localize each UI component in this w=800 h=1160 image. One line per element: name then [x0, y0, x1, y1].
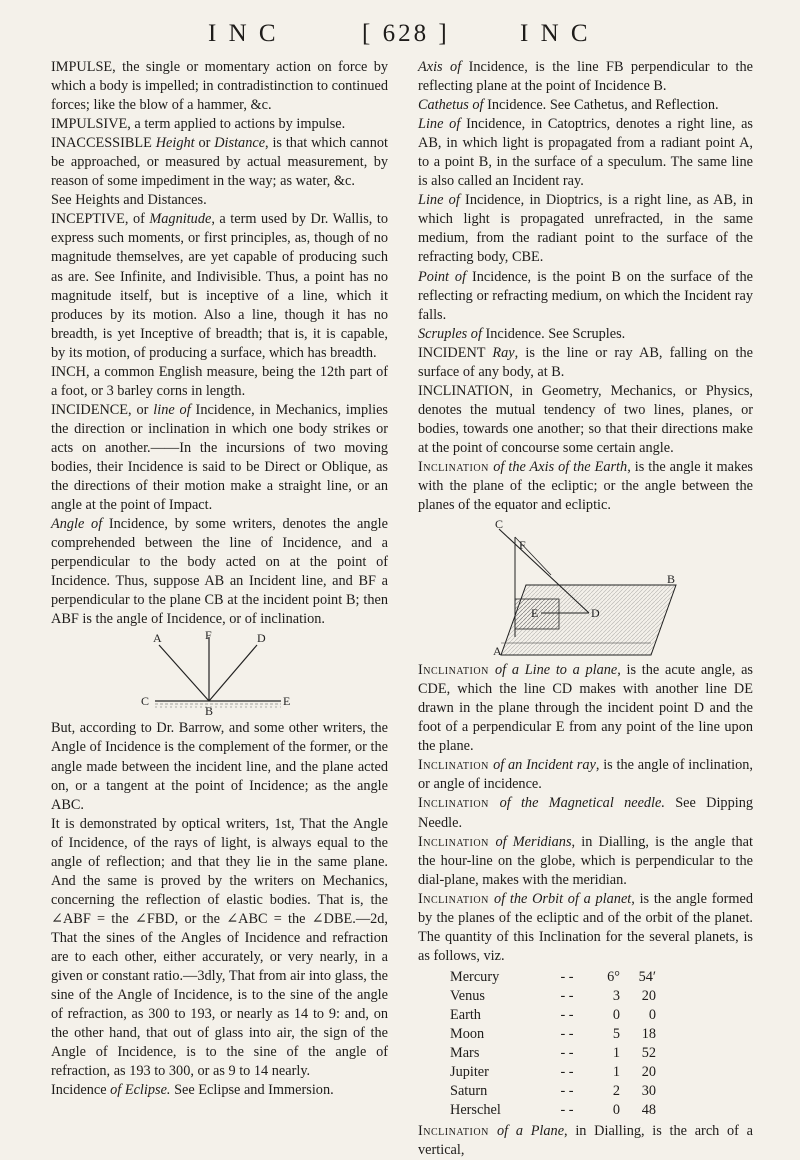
table-row: Saturn - - 2 30	[450, 1083, 656, 1100]
entry-impulse: IMPULSE, the single or momentary action on force by which a body is impelled; in contradistinction to continued forces; like the blow of a hammer, &c.	[51, 59, 388, 114]
entry-inaccessible: INACCESSIBLE Height or Distance, is that which cannot be approached, or measured by actual measurement, by reason of some impediment in the way; as water, &c.	[51, 135, 388, 190]
figure1-label-f: F	[204, 631, 212, 643]
table-row: Jupiter - - 1 20	[450, 1064, 656, 1081]
entry-cathetus: Cathetus of Incidence. See Cathetus, and Reflection.	[418, 97, 719, 114]
right-column	[418, 58, 753, 1160]
inclination-table	[450, 968, 656, 1120]
entry-impulsive: IMPULSIVE, a term applied to actions by impulse.	[51, 116, 346, 133]
entry-inclination-orbit: Inclination of the Orbit of a planet, is the angle formed by the planes of the ecliptic and of the orbit of the planet. The quantity of this Inclination for the several planets, is as follows, viz.	[418, 890, 753, 964]
table-row: Venus - - 3 20	[450, 987, 656, 1004]
figure1-label-e: E	[282, 694, 290, 709]
entry-incident-ray: INCIDENT Ray, is the line or ray AB, falling on the surface of any body, at B.	[418, 344, 753, 380]
figure2-label-e: E	[530, 606, 538, 621]
figure2-label-a: A	[492, 644, 502, 658]
entry-inclination: INCLINATION, in Geometry, Mechanics, or Physics, denotes the mutual tendency of two lines, planes, or bodies, towards one another; so that their directions make at the point of concourse some certain angle.	[418, 382, 753, 456]
table-row: Mars - - 1 52	[450, 1045, 656, 1062]
entry-inclination-meridians: Inclination of Meridians, in Dialling, is the angle that the hour-line on the globe, which is perpendicular to the dial-plane, makes with the meridian.	[418, 833, 753, 888]
table-row: Moon - - 5 18	[450, 1026, 656, 1043]
figure2-label-f: F	[518, 538, 526, 553]
incidence-figure	[135, 631, 305, 715]
figure1-label-d: D	[256, 631, 266, 646]
entry-incidence: INCIDENCE, or line of Incidence, in Mechanics, implies the direction or inclination in which one body strikes or acts on another.——In the incursions of two moving bodies, their Incidence is said to be Direct or Oblique, as the directions of their motion make a straight line, or an angle at the point of Impact.	[51, 401, 388, 514]
entry-demonstrated: It is demonstrated by optical writers, 1st, That the Angle of Incidence, of the rays of light, is always equal to the angle of reflection; and that they lie in the same plane. And the same is proved by the writers on Mechanics, concerning the reflection of elastic bodies. That is, the ∠ABF = the ∠FBD, or the ∠ABC = the ∠DBE.—2d, That the sines of the Angles of Incidence and refraction are to each other, either accurately, or very nearly, in a given or constant ratio.—3dly, That from air into glass, the sine of the Angle of Incidence, is to the sine of the angle of refraction, as 300 to 193, or nearly as 14 to 9: and, on the other hand, that out of glass into air, the sign of the Angle of Incidence, is to the sine of the angle of refraction, as 193 to 300, or as 9 to 14 nearly.	[51, 815, 388, 1080]
figure2-label-c: C	[494, 517, 503, 532]
table-row: Herschel - - 0 48	[450, 1102, 656, 1119]
header-right-word: I N C	[520, 20, 591, 47]
page-header	[0, 20, 800, 48]
entry-angle-of-incidence: Angle of Incidence, by some writers, denotes the angle comprehended between the line of Incidence, and a perpendicular to the body acted on at the point of Incidence. Thus, suppose AB an Incident line, and BF a perpendicular to the plane CB at the incident point B; then ABF is the angle of Incidence, or of inclination.	[51, 516, 388, 628]
entry-inclination-incident-ray: Inclination of an Incident ray, is the angle of inclination, or angle of incidence.	[418, 757, 753, 793]
entry-incidence-eclipse: Incidence of Eclipse. See Eclipse and Immersion.	[51, 1082, 334, 1099]
entry-inceptive: INCEPTIVE, of Magnitude, a term used by Dr. Wallis, to express such moments, or first principles, as, though of no magnitude themselves, are yet capable of producing such as are. See Infinite, and Indivisible. Thus, a point has no magnitude itself, but is inceptive of a line, which it produces by its motion. Also a line, though it has no breadth, is yet Inceptive of breadth; that is, it is capable, by its motion, of producing a surface, which has breadth.	[51, 211, 389, 361]
entry-line-dioptrics: Line of Incidence, in Dioptrics, is a right line, as AB, in which light is propagated unrefracted, in the same medium, from the radiant point to the surface of the refracting body, CBE.	[418, 192, 753, 266]
entry-scruples: Scruples of Incidence. See Scruples.	[418, 325, 626, 342]
entry-inclination-plane: Inclination of a Plane, in Dialling, is the arch of a vertical,	[418, 1123, 753, 1159]
header-left-word: I N C	[208, 20, 279, 47]
figure2-label-d: D	[590, 606, 600, 621]
entry-inch: INCH, a common English measure, being the 12th part of a foot, or 3 barley corns in length.	[51, 363, 388, 399]
entry-inclination-needle: Inclination of the Magnetical needle. See Dipping Needle.	[418, 795, 753, 831]
entry-point-of-incidence: Point of Incidence, is the point B on the surface of the reflecting or refracting medium, on which the Incident ray falls.	[418, 268, 753, 323]
figure2-label-b: B	[666, 572, 675, 587]
entry-inclination-axis: Inclination of the Axis of the Earth, is the angle it makes with the plane of the ecliptic; or the angle between the planes of the equator and ecliptic.	[418, 458, 753, 514]
inclination-figure	[491, 517, 681, 657]
figure1-label-a: A	[152, 631, 162, 646]
entry-axis-of-incidence: Axis of Incidence, is the line FB perpendicular to the reflecting plane at the point of Incidence B.	[418, 59, 753, 95]
left-column	[51, 58, 388, 1100]
figure1-label-b: B	[204, 704, 213, 716]
entry-inclination-line-plane: Inclination of a Line to a plane, is the acute angle, as CDE, which the line CD makes with another line DE drawn in the plane through the incident point D and the foot of a perpendicular E from any point of the line upon the plane.	[418, 662, 753, 755]
table-row: Earth - - 0 0	[450, 1006, 656, 1023]
figure1-label-c: C	[140, 694, 149, 709]
entry-line-catoptrics: Line of Incidence, in Catoptrics, denotes a right line, as AB, in which light is propagated from a radiant point A, to a point B, in the surface of a speculum. The same line is also called an Incident ray.	[418, 116, 753, 190]
page-number: [ 628 ]	[362, 20, 450, 47]
entry-see-heights: See Heights and Distances.	[51, 192, 207, 209]
table-row: Mercury - - 6° 54′	[450, 968, 656, 985]
entry-barrow: But, according to Dr. Barrow, and some other writers, the Angle of Incidence is the complement of the former, or the angle made between the incident line, and the plane acted on, or a tangent at the point of Incidence; as the angle ABC.	[51, 720, 388, 813]
